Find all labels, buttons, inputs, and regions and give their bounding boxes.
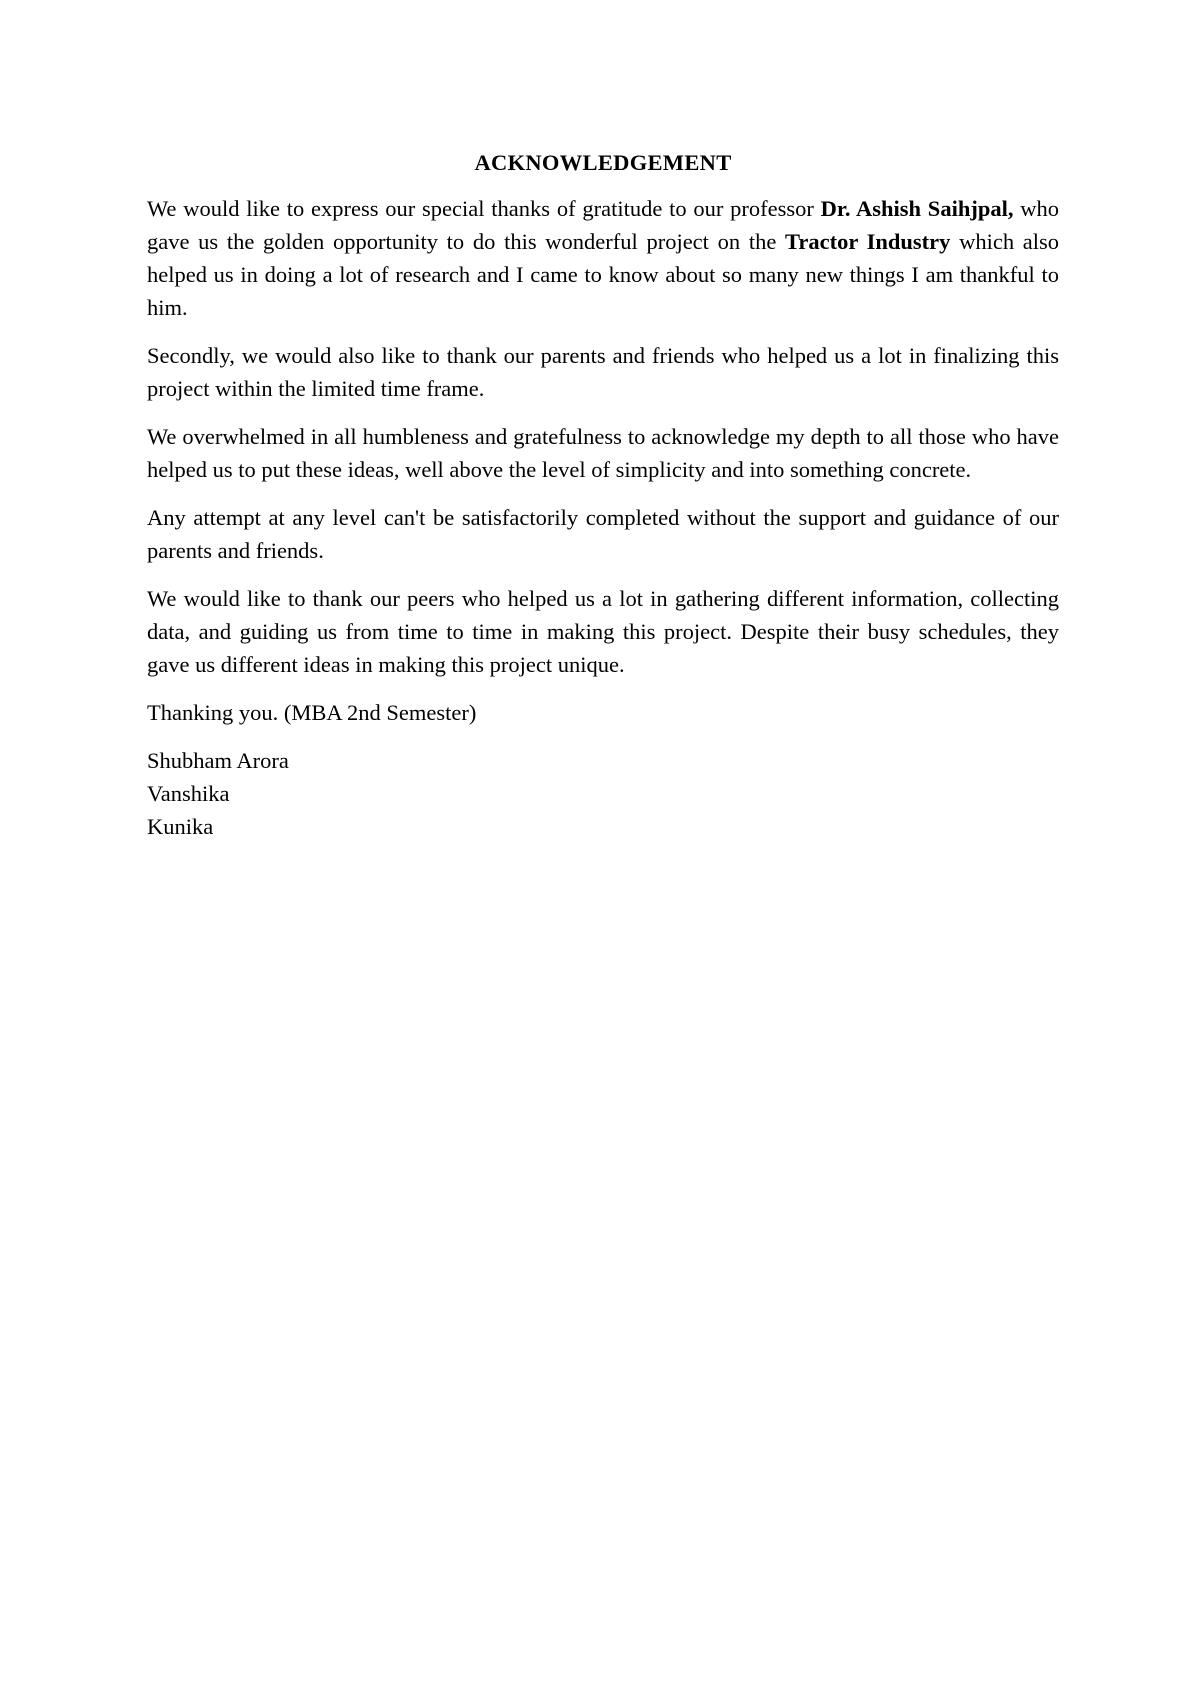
professor-name: Dr. Ashish Saihjpal,	[820, 196, 1014, 221]
paragraph1-text-1: We would like to express our special thanks of gratitude to our professor	[147, 196, 821, 221]
paragraph-parents-friends: Secondly, we would also like to thank our parents and friends who helped us a lot in finalizing this project within the limited time frame.	[147, 343, 1059, 401]
paragraph1-text-2: who gave us the golden opportunity to do this wonderful project on the	[147, 196, 1059, 254]
paragraph-humbleness: We overwhelmed in all humbleness and gratefulness to acknowledge my depth to all those who have helped us to put these ideas, well above the level of simplicity and into something concrete.	[147, 424, 1059, 482]
paragraph-support: Any attempt at any level can't be satisfactorily completed without the support and guidance of our parents and friends.	[147, 505, 1059, 563]
project-topic: Tractor Industry	[785, 229, 951, 254]
closing-line: Thanking you. (MBA 2nd Semester)	[147, 700, 477, 725]
signatory-name: Vanshika	[147, 781, 230, 806]
document-page	[147, 146, 1059, 843]
paragraph-peers: We would like to thank our peers who helped us a lot in gathering different information, collecting data, and guiding us from time to time in making this project. Despite their busy schedules, they gave us different ideas in making this project unique.	[147, 586, 1059, 677]
paragraph-gratitude-professor	[147, 192, 1059, 324]
document-title: ACKNOWLEDGEMENT	[474, 150, 732, 175]
paragraph1-text-3: which also helped us in doing a lot of research and I came to know about so many new things I am thankful to him.	[147, 229, 1060, 320]
signatory-name: Kunika	[147, 814, 214, 839]
signatory-name: Shubham Arora	[147, 748, 289, 773]
signatories	[147, 744, 1059, 843]
